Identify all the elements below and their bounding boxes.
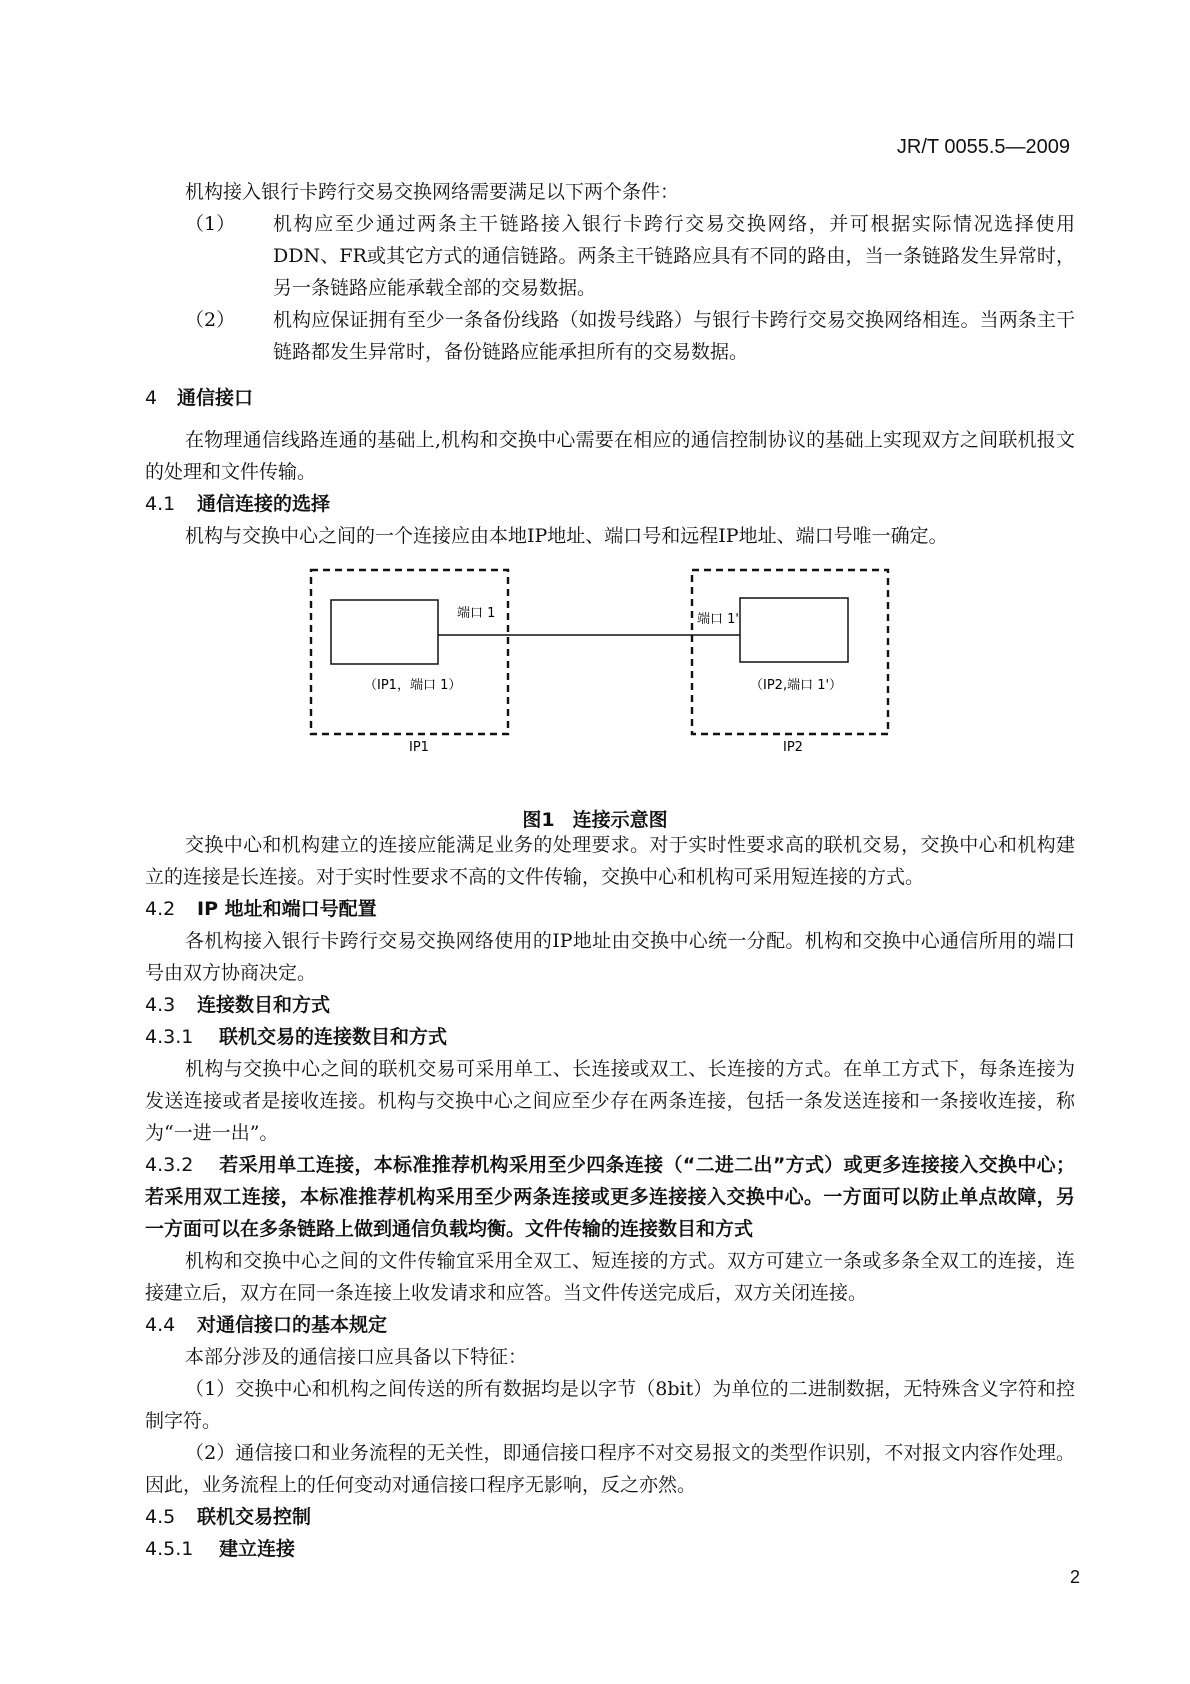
figure-caption (0, 805, 1190, 832)
section-4-heading (145, 382, 253, 414)
document-code: JR/T 0055.5—2009 (896, 136, 1070, 158)
section-number: 4 (145, 387, 158, 409)
section-number: 4.5.1 (145, 1538, 194, 1560)
left-host-box (331, 600, 438, 664)
section-title: 建立连接 (219, 1538, 296, 1560)
section-4-3-1-body: 机构与交换中心之间的联机交易可采用单工、长连接或双工、长连接的方式。在单工方式下，每条连接为发送连接或者是接收连接。机构与交换中心之间应至少存在两条连接，包括一条发送连接和一条接收连接，称为“一进一出”。 (145, 1058, 1075, 1144)
section-4-4-heading (145, 1309, 387, 1341)
section-4-4-lead: 本部分涉及的通信接口应具备以下特征： (185, 1346, 528, 1368)
condition-item-number: （2） (185, 309, 236, 331)
section-4-3-2-bold-text: 若采用单工连接，本标准推荐机构采用至少四条连接（“二进二出”方式）或更多连接接入交换中心；若采用双工连接，本标准推荐机构采用至少两条连接或更多连接接入交换中心。一方面可以防止单点故障，另一方面可以在多条链路上做到通信负载均衡。文件传输的连接数目和方式 (145, 1154, 1075, 1240)
left-port-label: 端口 1 (457, 606, 496, 621)
condition-item-2 (145, 304, 1075, 368)
right-ip-label: IP2 (783, 740, 803, 755)
section-title: 对通信接口的基本规定 (197, 1314, 388, 1336)
section-title: 联机交易的连接数目和方式 (219, 1026, 448, 1048)
section-4-3-1-heading (145, 1021, 447, 1053)
section-4-4-point-1: （1）交换中心和机构之间传送的所有数据均是以字节（8bit）为单位的二进制数据，无特殊含义字符和控制字符。 (145, 1378, 1075, 1432)
section-4-1-heading (145, 488, 330, 520)
section-title: 通信接口 (177, 387, 254, 409)
connection-requirements-text: 交换中心和机构建立的连接应能满足业务的处理要求。对于实时性要求高的联机交易，交换中心和机构建立的连接是长连接。对于实时性要求不高的文件传输，交换中心和机构可采用短连接的方式。 (145, 834, 1075, 888)
section-number: 4.1 (145, 493, 176, 515)
file-transfer-body: 机构和交换中心之间的文件传输宜采用全双工、短连接的方式。双方可建立一条或多条全双工的连接，连接建立后，双方在同一条连接上收发请求和应答。当文件传送完成后，双方关闭连接。 (145, 1250, 1075, 1304)
section-number: 4.3 (145, 994, 176, 1016)
section-title: 连接数目和方式 (197, 994, 331, 1016)
left-box-caption: （IP1，端口 1） (364, 678, 462, 693)
intro-lead: 机构接入银行卡跨行交易交换网络需要满足以下两个条件： (185, 181, 680, 203)
section-title: IP 地址和端口号配置 (197, 898, 377, 920)
section-4-3-2-paragraph (145, 1149, 1075, 1245)
section-4-3-heading (145, 989, 330, 1021)
right-host-box (740, 598, 848, 662)
condition-item-1 (145, 208, 1075, 304)
section-title: 联机交易控制 (197, 1506, 312, 1528)
figure-title: 连接示意图 (572, 809, 668, 831)
condition-item-text: 机构应保证拥有至少一条备份线路（如拨号线路）与银行卡跨行交易交换网络相连。当两条主干链路都发生异常时，备份链路应能承担所有的交易数据。 (273, 309, 1075, 363)
section-number: 4.3.1 (145, 1026, 194, 1048)
section-4-5-heading (145, 1501, 311, 1533)
page-number: 2 (1069, 1567, 1080, 1587)
section-number: 4.3.2 (145, 1154, 194, 1176)
right-box-caption: （IP2,端口 1'） (750, 678, 843, 693)
condition-item-number: （1） (185, 213, 236, 235)
section-4-2-body: 各机构接入银行卡跨行交易交换网络使用的IP地址由交换中心统一分配。机构和交换中心通信所用的端口号由双方协商决定。 (145, 930, 1075, 984)
section-4-2-heading (145, 893, 377, 925)
section-title: 通信连接的选择 (197, 493, 331, 515)
section-number: 4.2 (145, 898, 176, 920)
section-4-4-point-2: （2）通信接口和业务流程的无关性，即通信接口程序不对交易报文的类型作识别，不对报文内容作处理。因此，业务流程上的任何变动对通信接口程序无影响，反之亦然。 (145, 1442, 1075, 1496)
section-4-body: 在物理通信线路连通的基础上,机构和交换中心需要在相应的通信控制协议的基础上实现双方之间联机报文的处理和文件传输。 (145, 429, 1075, 483)
section-4-1-body: 机构与交换中心之间的一个连接应由本地IP地址、端口号和远程IP地址、端口号唯一确定。 (185, 525, 948, 547)
section-number: 4.5 (145, 1506, 176, 1528)
connection-diagram (0, 560, 1190, 775)
section-4-5-1-heading (145, 1533, 295, 1565)
right-port-label: 端口 1' (697, 612, 739, 627)
figure-number: 图1 (522, 809, 555, 831)
condition-item-text: 机构应至少通过两条主干链路接入银行卡跨行交易交换网络，并可根据实际情况选择使用DDN、FR或其它方式的通信链路。两条主干链路应具有不同的路由，当一条链路发生异常时，另一条链路应能承载全部的交易数据。 (273, 213, 1075, 299)
left-ip-label: IP1 (409, 740, 429, 755)
section-number: 4.4 (145, 1314, 176, 1336)
